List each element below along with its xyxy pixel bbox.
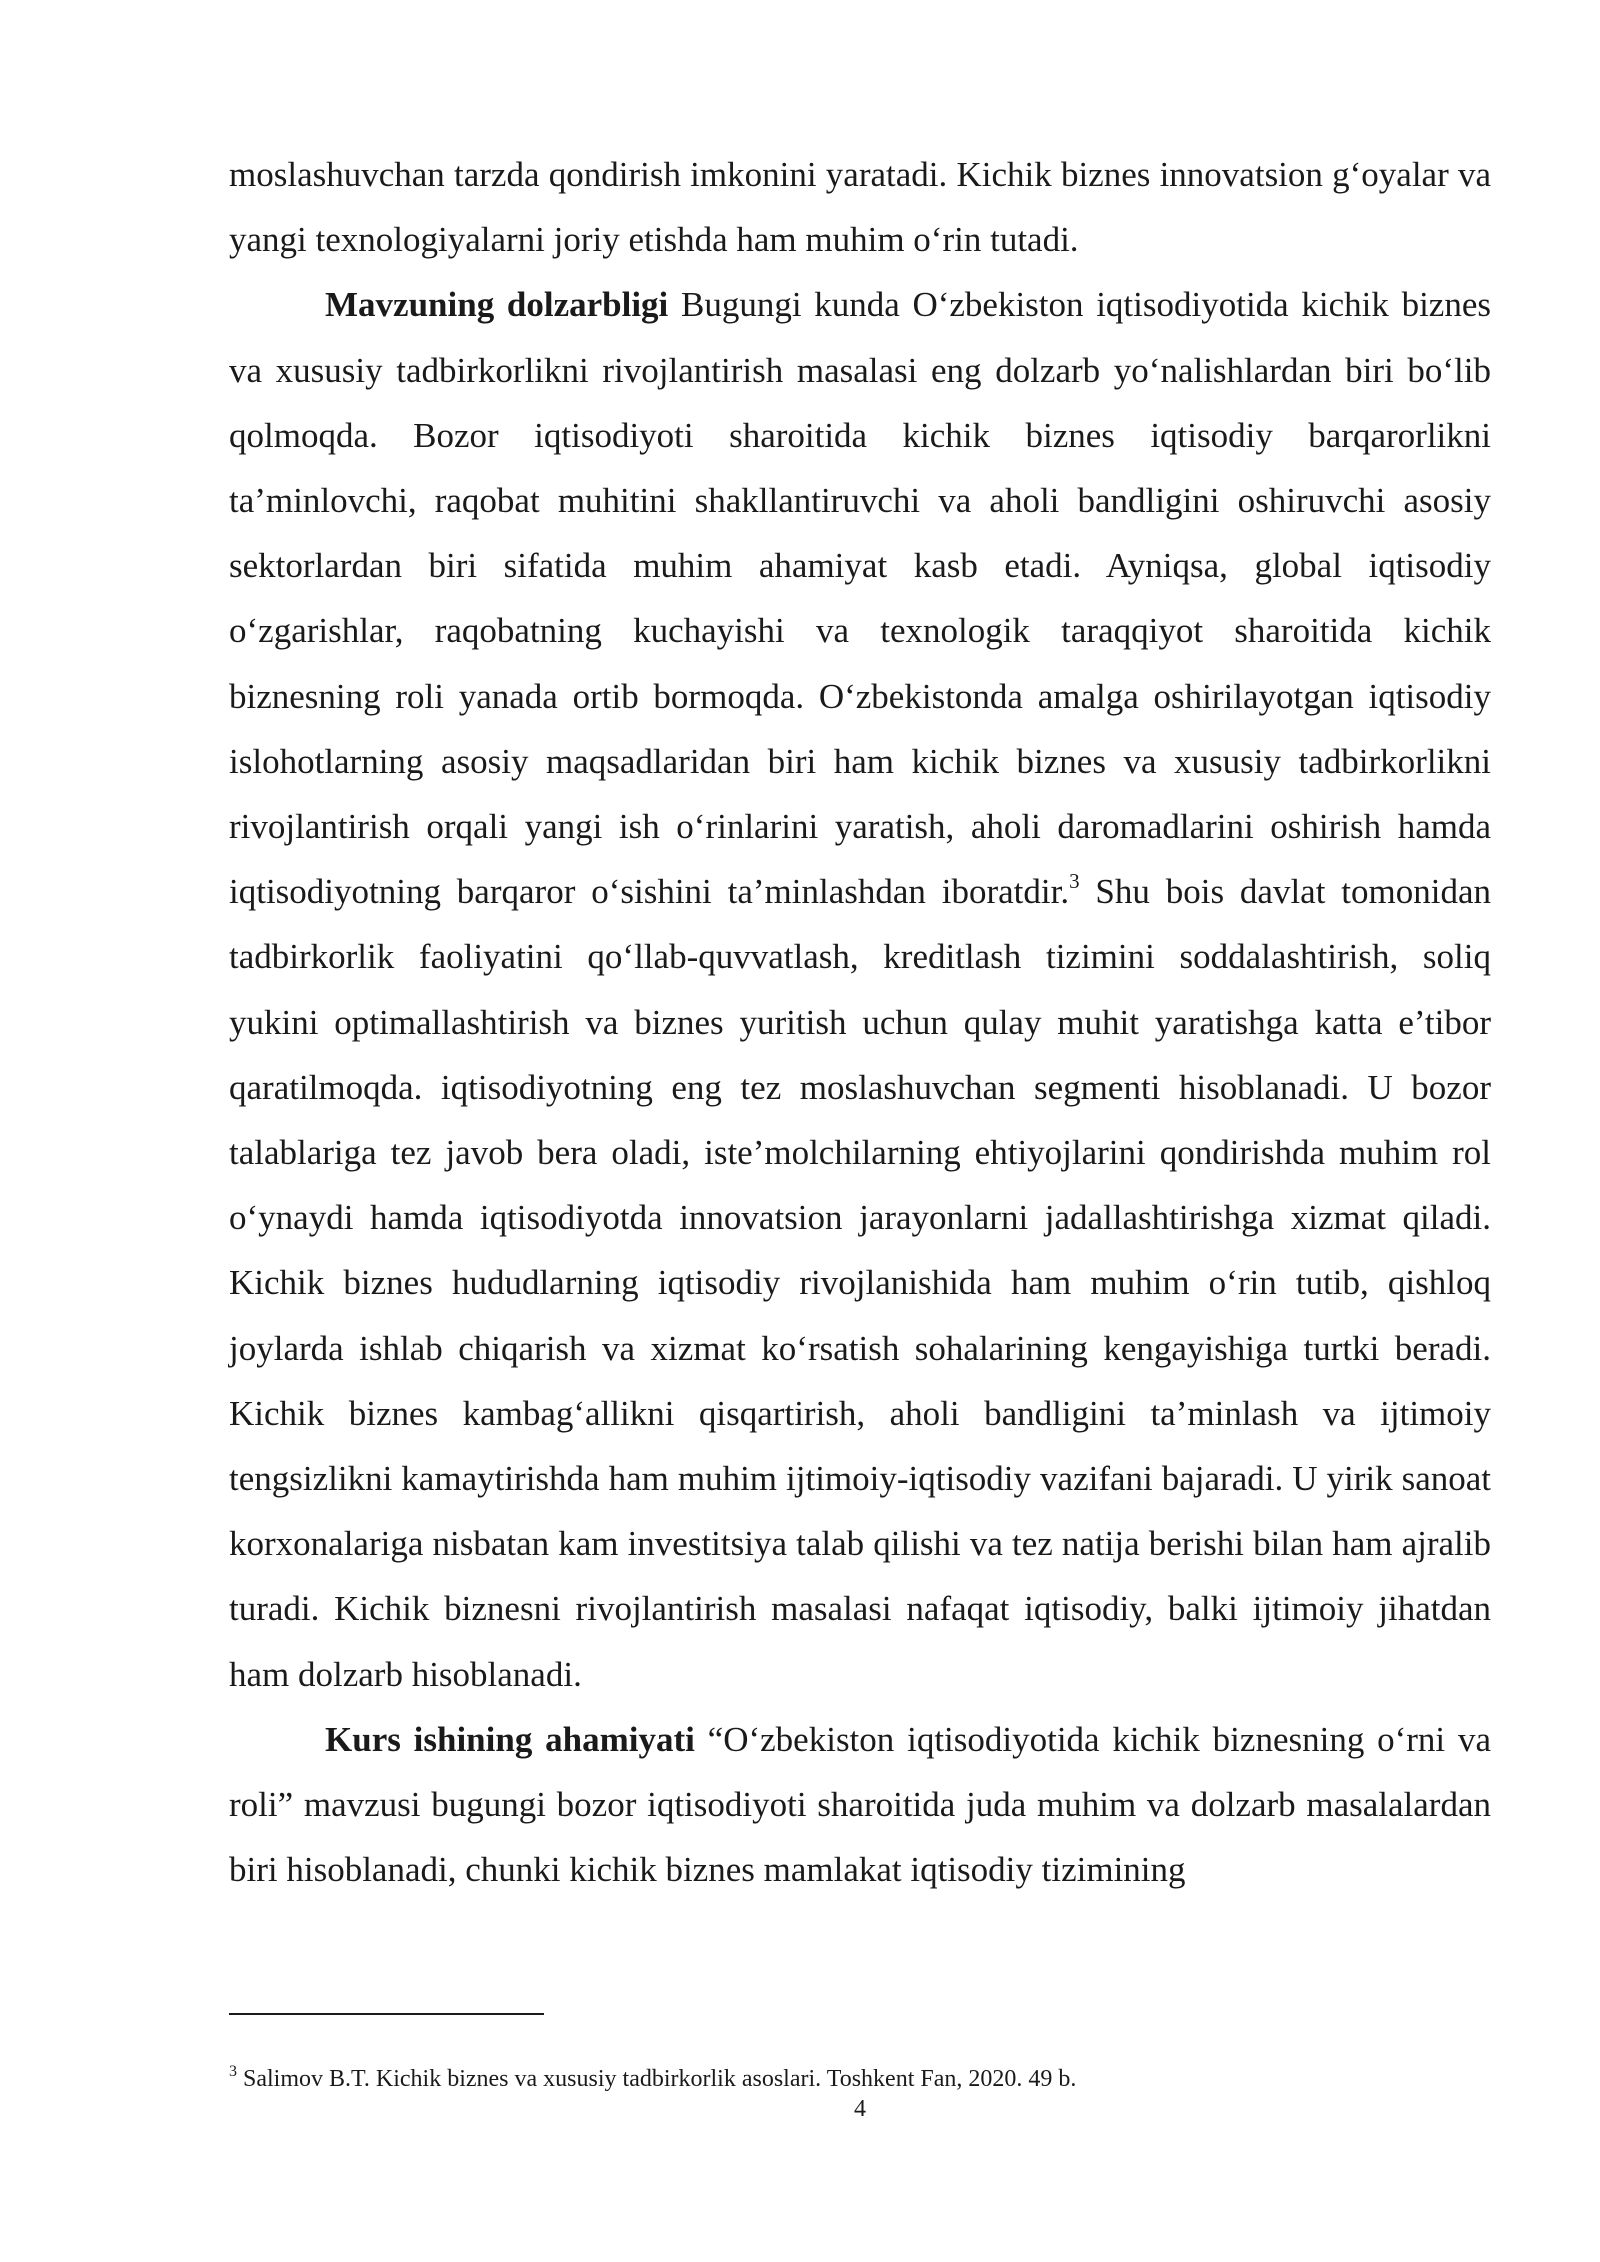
- paragraph-text: Bugungi kunda O‘zbekiston iqtisodiyotida kichik biznes va xususiy tadbirkorlikni rivojlantirish masalasi eng dolzarb yo‘nalishlardan biri bo‘lib qolmoqda. Bozor iqtisodiyoti sharoitida kichik biznes iqtisodiy barqarorlikni ta’minlovchi, raqobat muhitini shakllantiruvchi va aholi bandligini oshiruvchi asosiy sektorlardan biri sifatida muhim ahamiyat kasb etadi. Ayniqsa, global iqtisodiy o‘zgarishlar, raqobatning kuchayishi va texnologik taraqqiyot sharoitida kichik biznesning roli yanada ortib bormoqda. O‘zbekistonda amalga oshirilayotgan iqtisodiy islohotlarning asosiy maqsadlaridan biri ham kichik biznes va xususiy tadbirkorlikni rivojlantirish orqali yangi ish o‘rinlarini yaratish, aholi daromadlarini oshirish hamda iqtisodiyotning barqaror o‘sishini ta’minlashdan iboratdir.: [229, 285, 1491, 912]
- body-text: [229, 142, 1491, 1902]
- paragraph-importance: [229, 1707, 1491, 1903]
- section-heading-importance: Kurs ishining ahamiyati: [325, 1719, 695, 1759]
- paragraph-relevance: [229, 272, 1491, 1706]
- paragraph-text: Shu bois davlat tomonidan tadbirkorlik faoliyatini qo‘llab-quvvatlash, kreditlash tizimini soddalashtirish, soliq yukini optimallashtirish va biznes yuritish uchun qulay muhit yaratishga katta e’tibor qaratilmoqda. iqtisodiyotning eng tez moslashuvchan segmenti hisoblanadi. U bozor talablariga tez javob bera oladi, iste’molchilarning ehtiyojlarini qondirishda muhim rol o‘ynaydi hamda iqtisodiyotda innovatsion jarayonlarni jadallashtirishga xizmat qiladi. Kichik biznes hududlarning iqtisodiy rivojlanishida ham muhim o‘rin tutib, qishloq joylarda ishlab chiqarish va xizmat ko‘rsatish sohalarining kengayishiga turtki beradi. Kichik biznes kambag‘allikni qisqartirish, aholi bandligini ta’minlash va ijtimoiy tengsizlikni kamaytirishda ham muhim ijtimoiy-iqtisodiy vazifani bajaradi. U yirik sanoat korxonalariga nisbatan kam investitsiya talab qilishi va tez natija berishi bilan ham ajralib turadi. Kichik biznesni rivojlantirish masalasi nafaqat iqtisodiy, balki ijtimoiy jihatdan ham dolzarb hisoblanadi.: [229, 872, 1491, 1694]
- section-heading-relevance: Mavzuning dolzarbligi: [325, 285, 669, 325]
- paragraph-continuation: [229, 142, 1491, 272]
- footnote-text: Salimov B.T. Kichik biznes va xususiy tadbirkorlik asoslari. Toshkent Fan, 2020. 49 b.: [237, 2066, 1077, 2092]
- page-number: 4: [854, 2096, 866, 2122]
- paragraph-text: moslashuvchan tarzda qondirish imkonini yaratadi. Kichik biznes innovatsion g‘oyalar va yangi texnologiyalarni joriy etishda ham muhim o‘rin tutadi.: [229, 155, 1491, 260]
- footnote-number: 3: [229, 2063, 237, 2080]
- footnote: [229, 2064, 1491, 2094]
- footnote-reference[interactable]: 3: [1069, 869, 1080, 894]
- paragraph-text: “O‘zbekiston iqtisodiyotida kichik biznesning o‘rni va roli” mavzusi bugungi bozor iqtisodiyoti sharoitida juda muhim va dolzarb masalalardan biri hisoblanadi, chunki kichik biznes mamlakat iqtisodiy tizimining: [229, 1719, 1491, 1890]
- footnote-divider: [229, 2013, 544, 2015]
